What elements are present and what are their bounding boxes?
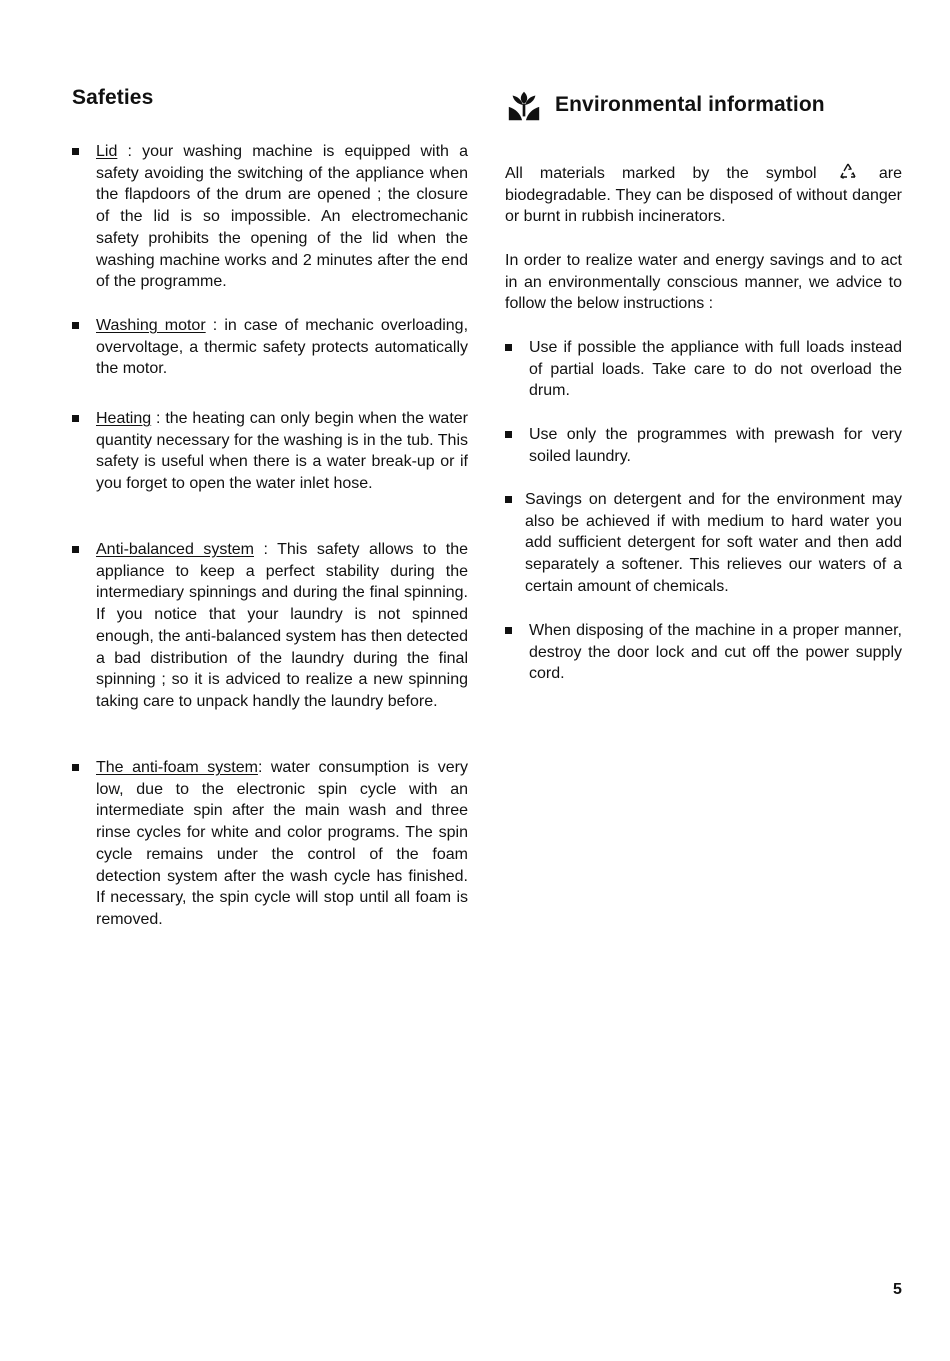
item-text: : your washing machine is equipped with a safety avoiding the switching of the appliance when the flapdoors of the drum are opened ; the closure of the lid is so impossible. An electromechanic safety prohibits the opening of the lid when the washing machine works and 2 minutes after the end of the programme.	[96, 143, 468, 291]
flower-eco-icon	[505, 86, 543, 124]
list-item-anti-foam-system	[72, 757, 468, 931]
bullet-square-icon	[72, 322, 79, 329]
safeties-heading: Safeties	[72, 86, 154, 109]
list-item-disposal: When disposing of the machine in a proper manner, destroy the door lock and cut off the power supply cord.	[505, 620, 902, 685]
item-text: : in case of mechanic overloading, overvoltage, a thermic safety protects automatically the motor.	[96, 317, 469, 378]
list-item-lid	[72, 141, 468, 293]
bullet-square-icon	[505, 344, 512, 351]
item-text: : This safety allows to the appliance to keep a perfect stability during the intermediary spinnings and during the final spinning. If you notice that your laundry is not spinned enough, the anti-balanced system has then detected a bad distribution of the laundry during the final spinning ; so it is adviced to realize a new spinning taking care to unpack handly the laundry before.	[96, 541, 468, 710]
list-item-full-loads: Use if possible the appliance with full loads instead of partial loads. Take care to do not overload the drum.	[505, 337, 902, 402]
item-term: Lid	[96, 143, 118, 160]
list-item-prewash: Use only the programmes with prewash for very soiled laundry.	[505, 424, 902, 467]
bullet-square-icon	[72, 148, 79, 155]
item-text: : water consumption is very low, due to the electronic spin cycle with an intermediate spin after the main wash and three rinse cycles for white and color programs. The spin cycle remains under the control of the foam detection system after the wash cycle has finished. If necessary, the spin cycle will stop until all foam is removed.	[96, 759, 468, 928]
list-item-washing-motor	[72, 315, 468, 380]
bullet-square-icon	[505, 627, 512, 634]
list-item-anti-balanced-system	[72, 539, 468, 713]
list-item-detergent-savings: Savings on detergent and for the environment may also be achieved if with medium to hard water you add sufficient detergent for soft water and then add separately a softener. This relieves our waters of a certain amount of chemicals.	[505, 489, 902, 598]
item-term: Anti-balanced system	[96, 541, 254, 558]
list-item-heating	[72, 408, 468, 495]
bullet-square-icon	[505, 431, 512, 438]
instructions-paragraph: In order to realize water and energy savings and to act in an environmentally conscious manner, we advice to follow the below instructions :	[505, 252, 902, 313]
bullet-square-icon	[72, 764, 79, 771]
item-text: : the heating can only begin when the water quantity necessary for the washing is in the tub. This safety is useful when there is a water break-up or if you forget to open the water inlet hose.	[96, 410, 468, 493]
page-number: 5	[893, 1281, 902, 1298]
recycle-icon	[838, 162, 858, 181]
bullet-square-icon	[505, 496, 512, 503]
item-term: The anti-foam system	[96, 759, 258, 776]
bullet-square-icon	[72, 546, 79, 553]
item-term: Washing motor	[96, 317, 206, 334]
environmental-heading: Environmental information	[555, 93, 825, 116]
intro-paragraph: All materials marked by the symbol are biodegradable. They can be disposed of without danger or burnt in rubbish incinerators.	[505, 162, 902, 228]
bullet-square-icon	[72, 415, 79, 422]
environmental-header	[505, 86, 825, 124]
item-term: Heating	[96, 410, 152, 427]
